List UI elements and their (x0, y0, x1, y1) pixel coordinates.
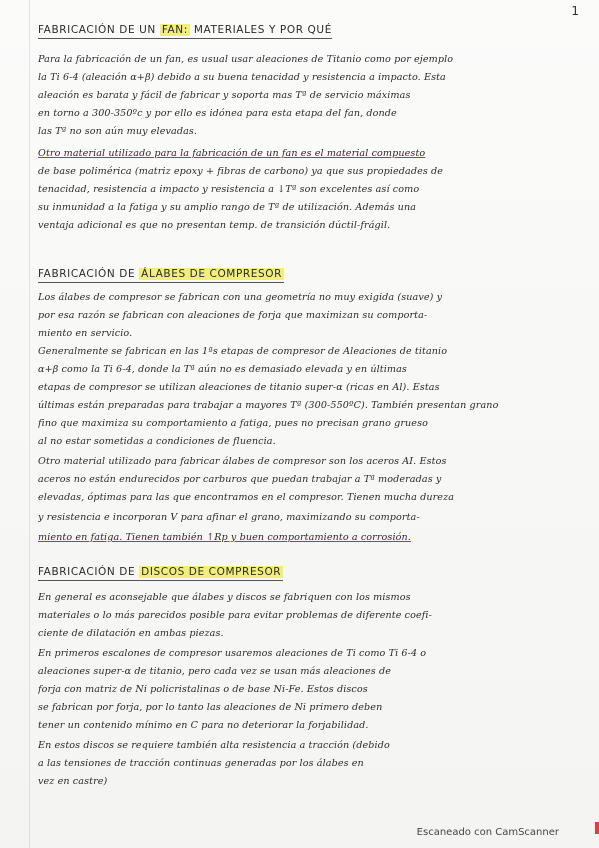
text-line: Otro material utilizado para la fabricación de un fan es el material compuesto (38, 148, 426, 159)
text-line: al no estar sometidas a condiciones de fluencia. (38, 436, 276, 447)
heading-underline (38, 38, 332, 39)
page-number: 1 (571, 4, 579, 18)
heading-post: MATERIALES Y POR QUÉ (193, 24, 332, 36)
text-line: y resistencia e incorporan V para afinar el grano, maximizando su comporta- (38, 512, 420, 523)
text-line: ventaja adicional es que no presentan temp. de transición dúctil-frágil. (38, 220, 391, 231)
text-line: aleaciones super-α de titanio, pero cada vez se usan más aleaciones de (38, 666, 391, 677)
heading-highlight: DISCOS DE COMPRESOR (141, 566, 282, 578)
heading-pre: FABRICACIÓN DE (38, 268, 136, 280)
text-line: fino que maximiza su comportamiento a fatiga, pues no precisan grano grueso (38, 418, 428, 429)
text-line: Generalmente se fabrican en las 1ªs etapas de compresor de Aleaciones de titanio (38, 346, 448, 357)
text-line: En general es aconsejable que álabes y discos se fabriquen con los mismos (38, 592, 411, 603)
text-line: su inmunidad a la fatiga y su amplio rango de Tª de utilización. Además una (38, 202, 417, 213)
text-line: a las tensiones de tracción continuas generadas por los álabes en (38, 758, 364, 769)
text-line: etapas de compresor se utilizan aleaciones de titanio super-α (ricas en Al). Estas (38, 382, 440, 393)
text-line: Otro material utilizado para fabricar álabes de compresor son los aceros AI. Estos (38, 456, 447, 467)
section-heading-compressor-discs (38, 566, 283, 578)
text-line: en torno a 300-350ºc y por ello es idónea para esta etapa del fan, donde (38, 108, 397, 119)
heading-highlight: ÁLABES DE COMPRESOR (141, 268, 283, 280)
text-line: aleación es barata y fácil de fabricar y soporta mas Tª de servicio máximas (38, 90, 411, 101)
scanner-watermark: Escaneado con CamScanner (416, 827, 559, 838)
scanner-badge (595, 822, 599, 834)
text-line: En estos discos se requiere también alta resistencia a tracción (debido (38, 740, 390, 751)
section-heading-compressor-blades (38, 268, 284, 280)
text-line: Para la fabricación de un fan, es usual usar aleaciones de Titanio como por ejemplo (38, 54, 454, 65)
text-line: ciente de dilatación en ambas piezas. (38, 628, 224, 639)
text-line: vez en castre) (38, 776, 108, 787)
margin-line (29, 0, 30, 848)
text-line: En primeros escalones de compresor usaremos aleaciones de Ti como Ti 6-4 o (38, 648, 427, 659)
text-line: elevadas, óptimas para las que encontramos en el compresor. Tienen mucha dureza (38, 492, 455, 503)
text-line: tener un contenido mínimo en C para no deteriorar la forjabilidad. (38, 720, 369, 731)
heading-pre: FABRICACIÓN DE UN (38, 24, 156, 36)
text-line: miento en fatiga. Tienen también ↑Rp y buen comportamiento a corrosión. (38, 532, 411, 543)
text-line: por esa razón se fabrican con aleaciones de forja que maximizan su comporta- (38, 310, 428, 321)
text-line: α+β como la Ti 6-4, donde la Tª aún no es demasiado elevada y en últimas (38, 364, 407, 375)
text-line: las Tª no son aún muy elevadas. (38, 126, 198, 137)
text-line: tenacidad, resistencia a impacto y resistencia a ↓Tª son excelentes así como (38, 184, 420, 195)
heading-underline (38, 580, 283, 581)
text-line: miento en servicio. (38, 328, 133, 339)
text-line: últimas están preparadas para trabajar a mayores Tª (300-550ºC). También presentan grano (38, 400, 499, 411)
text-line: aceros no están endurecidos por carburos que puedan trabajar a Tª moderadas y (38, 474, 442, 485)
text-line: de base polimérica (matriz epoxy + fibras de carbono) ya que sus propiedades de (38, 166, 444, 177)
heading-highlight: FAN: (161, 24, 188, 36)
section-heading-fan (38, 24, 332, 36)
text-line: se fabrican por forja, por lo tanto las aleaciones de Ni primero deben (38, 702, 383, 713)
heading-underline (38, 282, 284, 283)
heading-pre: FABRICACIÓN DE (38, 566, 136, 578)
text-line: materiales o lo más parecidos posible para evitar problemas de diferente coefi- (38, 610, 432, 621)
text-line: Los álabes de compresor se fabrican con una geometría no muy exigida (suave) y (38, 292, 443, 303)
text-line: la Ti 6-4 (aleación α+β) debido a su buena tenacidad y resistencia a impacto. Esta (38, 72, 446, 83)
text-line: forja con matriz de Ni policristalinas o de base Ni-Fe. Estos discos (38, 684, 368, 695)
